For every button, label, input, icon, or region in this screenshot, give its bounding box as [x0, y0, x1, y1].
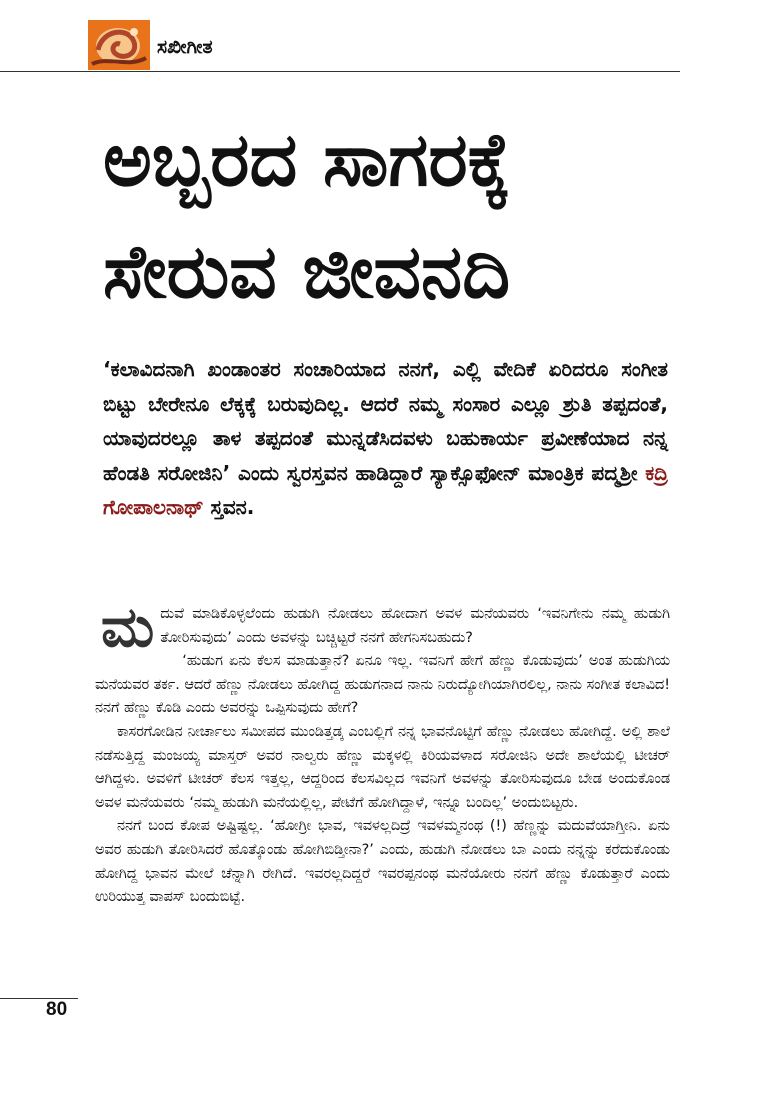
page-number: 80 — [46, 999, 68, 1020]
intro-text: ‘ಕಲಾವಿದನಾಗಿ ಖಂಡಾಂತರ ಸಂಚಾರಿಯಾದ ನನಗೆ, ಎಲ್ಲಿ ವೇದಿಕೆ ಏರಿದರೂ ಸಂಗೀತ ಬಿಟ್ಟು ಬೇರೇನೂ ಲೆಕ್ಕಕ್ಕೆ ಬರುವುದಿಲ್ಲ. ಆದರೆ ನಮ್ಮ ಸಂಸಾರ ಎಲ್ಲೂ ಶ್ರುತಿ ತಪ್ಪದಂತೆ, ಯಾವುದರಲ್ಲೂ ತಾಳ ತಪ್ಪದಂತೆ ಮುನ್ನಡೆಸಿದವಳು ಬಹುಕಾರ್ಯ ಪ್ರವೀಣೆಯಾದ ನನ್ನ ಹೆಂಡತಿ ಸರೋಜಿನಿ’ ಎಂದು ಸ್ವರಸ್ತವನ ಹಾಡಿದ್ದಾರೆ ಸ್ಯಾಕ್ಸೊಫೋನ್ ಮಾಂತ್ರಿಕ ಪದ್ಮಶ್ರೀ — [103, 357, 668, 485]
title-line-2: ಸೇರುವ ಜೀವನದಿ — [103, 229, 511, 315]
intro-tail: ಸ್ತವನ. — [203, 495, 255, 519]
body-paragraph-3: ಕಾಸರಗೋಡಿನ ನೀರ್ಚಾಲು ಸಮೀಪದ ಮುಂಡಿತ್ತಡ್ಕ ಎಂಬಲ್ಲಿಗೆ ನನ್ನ ಭಾವನೊಟ್ಟಿಗೆ ಹೆಣ್ಣು ನೋಡಲು ಹೋಗಿದ್ದೆ. ಅಲ್ಲಿ ಶಾಲೆ ನಡೆಸುತ್ತಿದ್ದ ಮಂಜಯ್ಯ ಮಾಸ್ತರ್ ಅವರ ನಾಲ್ವರು ಹೆಣ್ಣು ಮಕ್ಕಳಲ್ಲಿ ಕಿರಿಯವಳಾದ ಸರೋಜಿನಿ ಅದೇ ಶಾಲೆಯಲ್ಲಿ ಟೀಚರ್ ಆಗಿದ್ದಳು. ಅವಳಿಗೆ ಟೀಚರ್ ಕೆಲಸ ಇತ್ತಲ್ಲ, ಆದ್ದರಿಂದ ಕೆಲಸವಿಲ್ಲದ ಇವನಿಗೆ ಅವಳನ್ನು ತೋರಿಸುವುದೂ ಬೇಡ ಅಂದುಕೊಂಡ ಅವಳ ಮನೆಯವರು ‘ನಮ್ಮ ಹುಡುಗಿ ಮನೆಯಲ್ಲಿಲ್ಲ, ಪೇಟೆಗೆ ಹೋಗಿದ್ದಾಳೆ, ಇನ್ನೂ ಬಂದಿಲ್ಲ’ ಅಂದುಬಿಟ್ಟರು. — [95, 723, 670, 811]
body-paragraph-2: ‘ಹುಡುಗ ಏನು ಕೆಲಸ ಮಾಡುತ್ತಾನೆ? ಏನೂ ಇಲ್ಲ. ಇವನಿಗೆ ಹೇಗೆ ಹೆಣ್ಣು ಕೊಡುವುದು’ ಅಂತ ಹುಡುಗಿಯ ಮನೆಯವರ ತರ್ಕ. ಆದರೆ ಹೆಣ್ಣು ನೋಡಲು ಹೋಗಿದ್ದ ಹುಡುಗನಾದ ನಾನು ನಿರುದ್ಯೋಗಿಯಾಗಿರಲಿಲ್ಲ, ನಾನು ಸಂಗೀತ ಕಲಾವಿದ! ನನಗೆ ಹೆಣ್ಣು ಕೊಡಿ ಎಂದು ಅವರನ್ನು ಒಪ್ಪಿಸುವುದು ಹೇಗೆ? — [95, 653, 670, 717]
section-label: ಸಖೀಗೀತ — [157, 36, 213, 58]
article-body — [95, 595, 670, 910]
title-line-1: ಅಬ್ಬರದ ಸಾಗರಕ್ಕೆ — [103, 117, 511, 203]
intro-highlight-name: ಕದ್ರಿ ಗೋಪಾಲನಾಥ್ — [103, 460, 668, 519]
section-logo-icon — [88, 20, 150, 70]
body-paragraph-4: ನನಗೆ ಬಂದ ಕೋಪ ಅಷ್ಟಿಷ್ಟಲ್ಲ. ‘ಹೋಗ್ರೀ ಭಾವ, ಇವಳಲ್ಲದಿದ್ರೆ ಇವಳಮ್ಮನಂಥ (!) ಹೆಣ್ಣನ್ನು ಮದುವೆಯಾಗ್ತೀನಿ. ಏನು ಅವರ ಹುಡುಗಿ ತೋರಿಸಿದರೆ ಹೊತ್ಕೊಂಡು ಹೋಗಿಬಿಡ್ತೀನಾ?’ ಎಂದು, ಹುಡುಗಿ ನೋಡಲು ಬಾ ಎಂದು ನನ್ನನ್ನು ಕರೆದುಕೊಂಡು ಹೋಗಿದ್ದ ಭಾವನ ಮೇಲೆ ಚೆನ್ನಾಗಿ ರೇಗಿದೆ. ಇವರಲ್ಲದಿದ್ದರೆ ಇವರಪ್ಪನಂಥ ಮನೆಯೋರು ನನಗೆ ಹೆಣ್ಣು ಕೊಡುತ್ತಾರೆ ಎಂದು ಉರಿಯುತ್ತ ವಾಪಸ್ ಬಂದುಬಿಟ್ಟೆ. — [95, 818, 670, 906]
intro-paragraph — [103, 352, 668, 525]
header-divider — [0, 71, 680, 72]
body-paragraph-1 — [95, 595, 670, 660]
paragraph-1-text: ದುವೆ ಮಾಡಿಕೊಳ್ಳಲೆಂದು ಹುಡುಗಿ ನೋಡಲು ಹೋದಾಗ ಅವಳ ಮನೆಯವರು ‘ಇವನಿಗೇನು ನಮ್ಮ ಹುಡುಗಿ ತೋರಿಸುವುದು’ ಎಂದು ಅವಳನ್ನು ಬಚ್ಚಿಟ್ಟರೆ ನನಗೆ ಹೇಗನಿಸಬಹುದು? — [160, 606, 670, 646]
article-title — [103, 104, 703, 328]
drop-cap: ಮ — [101, 595, 155, 660]
